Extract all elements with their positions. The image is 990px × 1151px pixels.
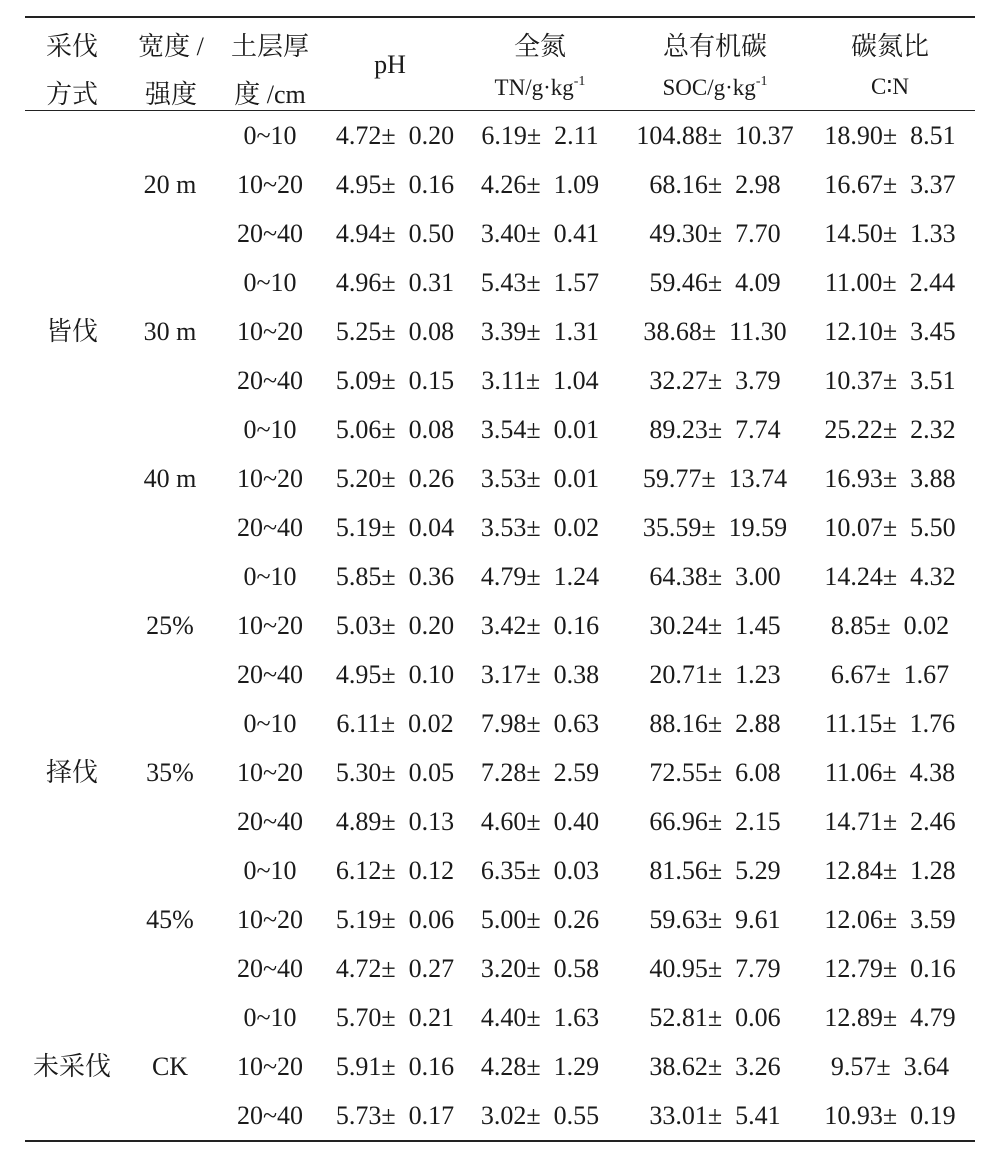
- ph-cell: 5.25± 0.08: [335, 317, 455, 346]
- method-label: 未采伐: [32, 1052, 111, 1081]
- depth-cell: 10~20: [236, 611, 304, 640]
- intensity-label: 35%: [146, 758, 194, 787]
- depth-cell: 20~40: [236, 219, 304, 248]
- ph-cell: 4.94± 0.50: [335, 219, 455, 248]
- tn-cell: 3.53± 0.01: [480, 464, 600, 493]
- header-intensity-line2: 强度: [144, 80, 197, 109]
- soc-cell: 38.62± 3.26: [649, 1052, 781, 1081]
- cn-cell: 10.07± 5.50: [824, 513, 956, 542]
- tn-cell: 4.28± 1.29: [480, 1052, 600, 1081]
- soc-cell: 66.96± 2.15: [649, 807, 781, 836]
- depth-cell: 0~10: [243, 268, 297, 297]
- soc-cell: 64.38± 3.00: [649, 562, 781, 591]
- table-row: [25, 846, 975, 895]
- table-row: [25, 699, 975, 748]
- ph-cell: 5.06± 0.08: [335, 415, 455, 444]
- tn-cell: 3.02± 0.55: [480, 1101, 600, 1130]
- intensity-label: CK: [151, 1052, 189, 1081]
- depth-cell: 20~40: [236, 366, 304, 395]
- cn-cell: 14.50± 1.33: [824, 219, 956, 248]
- header-ph: pH: [374, 50, 406, 79]
- header-cn-unit: C∶N: [871, 74, 909, 99]
- depth-cell: 0~10: [243, 562, 297, 591]
- intensity-label: 40 m: [143, 464, 197, 493]
- soc-cell: 72.55± 6.08: [649, 758, 781, 787]
- cn-cell: 11.00± 2.44: [824, 268, 956, 297]
- header-tn-name: 全氮: [513, 32, 566, 61]
- table-row: [25, 405, 975, 454]
- tn-cell: 6.35± 0.03: [480, 856, 600, 885]
- cn-cell: 6.67± 1.67: [830, 660, 950, 689]
- ph-cell: 5.73± 0.17: [335, 1101, 455, 1130]
- cn-cell: 9.57± 3.64: [830, 1052, 950, 1081]
- ph-cell: 4.95± 0.16: [335, 170, 455, 199]
- cn-cell: 12.79± 0.16: [824, 954, 956, 983]
- cn-cell: 12.06± 3.59: [824, 905, 956, 934]
- header-intensity-line1: 宽度 /: [138, 32, 204, 61]
- tn-cell: 3.20± 0.58: [480, 954, 600, 983]
- table-row: [25, 209, 975, 258]
- soc-cell: 104.88± 10.37: [636, 121, 794, 150]
- ph-cell: 4.89± 0.13: [335, 807, 455, 836]
- depth-cell: 10~20: [236, 758, 304, 787]
- soc-cell: 40.95± 7.79: [649, 954, 781, 983]
- ph-cell: 4.96± 0.31: [335, 268, 455, 297]
- tn-cell: 3.39± 1.31: [480, 317, 600, 346]
- soc-cell: 59.63± 9.61: [649, 905, 781, 934]
- soc-cell: 49.30± 7.70: [649, 219, 781, 248]
- table-row: [25, 944, 975, 993]
- intensity-label: 30 m: [143, 317, 197, 346]
- ph-cell: 5.09± 0.15: [335, 366, 455, 395]
- depth-cell: 0~10: [243, 121, 297, 150]
- ph-cell: 5.30± 0.05: [335, 758, 455, 787]
- header-cn-name: 碳氮比: [850, 32, 929, 61]
- soc-cell: 81.56± 5.29: [649, 856, 781, 885]
- cn-cell: 16.67± 3.37: [824, 170, 956, 199]
- cn-cell: 16.93± 3.88: [824, 464, 956, 493]
- tn-cell: 7.98± 0.63: [480, 709, 600, 738]
- ph-cell: 5.20± 0.26: [335, 464, 455, 493]
- soc-cell: 35.59± 19.59: [642, 513, 788, 542]
- depth-cell: 10~20: [236, 464, 304, 493]
- depth-cell: 20~40: [236, 1101, 304, 1130]
- soc-cell: 89.23± 7.74: [649, 415, 781, 444]
- ph-cell: 4.72± 0.27: [335, 954, 455, 983]
- depth-cell: 10~20: [236, 905, 304, 934]
- soc-cell: 59.46± 4.09: [649, 268, 781, 297]
- depth-cell: 10~20: [236, 1052, 304, 1081]
- table-row: [25, 650, 975, 699]
- soc-cell: 59.77± 13.74: [642, 464, 788, 493]
- table-row: [25, 993, 975, 1042]
- soc-cell: 68.16± 2.98: [649, 170, 781, 199]
- cn-cell: 12.89± 4.79: [824, 1003, 956, 1032]
- table-body: [25, 111, 975, 1140]
- table-row: [25, 503, 975, 552]
- ph-cell: 6.12± 0.12: [335, 856, 455, 885]
- cn-cell: 11.06± 4.38: [824, 758, 956, 787]
- depth-cell: 10~20: [236, 170, 304, 199]
- bottom-rule: [25, 1140, 975, 1142]
- tn-cell: 3.54± 0.01: [480, 415, 600, 444]
- soc-cell: 52.81± 0.06: [649, 1003, 781, 1032]
- tn-cell: 4.60± 0.40: [480, 807, 600, 836]
- soc-cell: 38.68± 11.30: [643, 317, 787, 346]
- header-tn-unit: $TN/g\cdot kg^{-1}$: [494, 74, 586, 100]
- table-row: [25, 797, 975, 846]
- header-soc-name: 总有机碳: [662, 32, 767, 61]
- soc-cell: 20.71± 1.23: [649, 660, 781, 689]
- soc-cell: 33.01± 5.41: [649, 1101, 781, 1130]
- ph-cell: 6.11± 0.02: [336, 709, 454, 738]
- tn-cell: 3.42± 0.16: [480, 611, 600, 640]
- method-label: 择伐: [45, 758, 98, 787]
- tn-cell: 4.79± 1.24: [480, 562, 600, 591]
- tn-cell: 7.28± 2.59: [480, 758, 600, 787]
- header-method-line2: 方式: [45, 80, 98, 109]
- header-soc-unit: SOC/$g\cdot kg^{-1}$: [662, 74, 768, 100]
- ph-cell: 5.85± 0.36: [335, 562, 455, 591]
- tn-cell: 5.00± 0.26: [480, 905, 600, 934]
- soc-cell: 30.24± 1.45: [649, 611, 781, 640]
- ph-cell: 5.19± 0.06: [335, 905, 455, 934]
- soil-properties-table: [25, 16, 975, 1142]
- depth-cell: 20~40: [236, 660, 304, 689]
- cn-cell: 10.37± 3.51: [824, 366, 956, 395]
- depth-cell: 0~10: [243, 1003, 297, 1032]
- tn-cell: 3.53± 0.02: [480, 513, 600, 542]
- tn-cell: 4.40± 1.63: [480, 1003, 600, 1032]
- depth-cell: 20~40: [236, 954, 304, 983]
- method-label: 皆伐: [45, 317, 98, 346]
- table-row: [25, 356, 975, 405]
- ph-cell: 5.91± 0.16: [335, 1052, 455, 1081]
- intensity-label: 45%: [146, 905, 194, 934]
- header-method-line1: 采伐: [45, 32, 98, 61]
- table-row: [25, 258, 975, 307]
- table-row: [25, 1091, 975, 1140]
- depth-cell: 0~10: [243, 856, 297, 885]
- soc-cell: 88.16± 2.88: [649, 709, 781, 738]
- ph-cell: 4.95± 0.10: [335, 660, 455, 689]
- depth-cell: 0~10: [243, 709, 297, 738]
- cn-cell: 12.84± 1.28: [824, 856, 956, 885]
- tn-cell: 5.43± 1.57: [480, 268, 600, 297]
- cn-cell: 18.90± 8.51: [824, 121, 956, 150]
- ph-cell: 5.19± 0.04: [335, 513, 455, 542]
- tn-cell: 3.40± 0.41: [480, 219, 600, 248]
- depth-cell: 20~40: [236, 807, 304, 836]
- tn-cell: 3.17± 0.38: [480, 660, 600, 689]
- tn-cell: 4.26± 1.09: [480, 170, 600, 199]
- table-row: [25, 552, 975, 601]
- depth-cell: 10~20: [236, 317, 304, 346]
- soc-cell: 32.27± 3.79: [649, 366, 781, 395]
- table-row: [25, 111, 975, 160]
- intensity-label: 20 m: [143, 170, 197, 199]
- tn-cell: 6.19± 2.11: [481, 121, 599, 150]
- cn-cell: 14.71± 2.46: [824, 807, 956, 836]
- tn-cell: 3.11± 1.04: [481, 366, 599, 395]
- header-depth-line1: 土层厚: [230, 32, 309, 61]
- table-header: [25, 18, 975, 110]
- cn-cell: 8.85± 0.02: [830, 611, 950, 640]
- cn-cell: 25.22± 2.32: [824, 415, 956, 444]
- cn-cell: 10.93± 0.19: [824, 1101, 956, 1130]
- header-depth-line2: 度 /cm: [234, 80, 306, 109]
- cn-cell: 14.24± 4.32: [824, 562, 956, 591]
- ph-cell: 5.70± 0.21: [335, 1003, 455, 1032]
- depth-cell: 0~10: [243, 415, 297, 444]
- depth-cell: 20~40: [236, 513, 304, 542]
- cn-cell: 11.15± 1.76: [824, 709, 956, 738]
- ph-cell: 4.72± 0.20: [335, 121, 455, 150]
- cn-cell: 12.10± 3.45: [824, 317, 956, 346]
- ph-cell: 5.03± 0.20: [335, 611, 455, 640]
- intensity-label: 25%: [146, 611, 194, 640]
